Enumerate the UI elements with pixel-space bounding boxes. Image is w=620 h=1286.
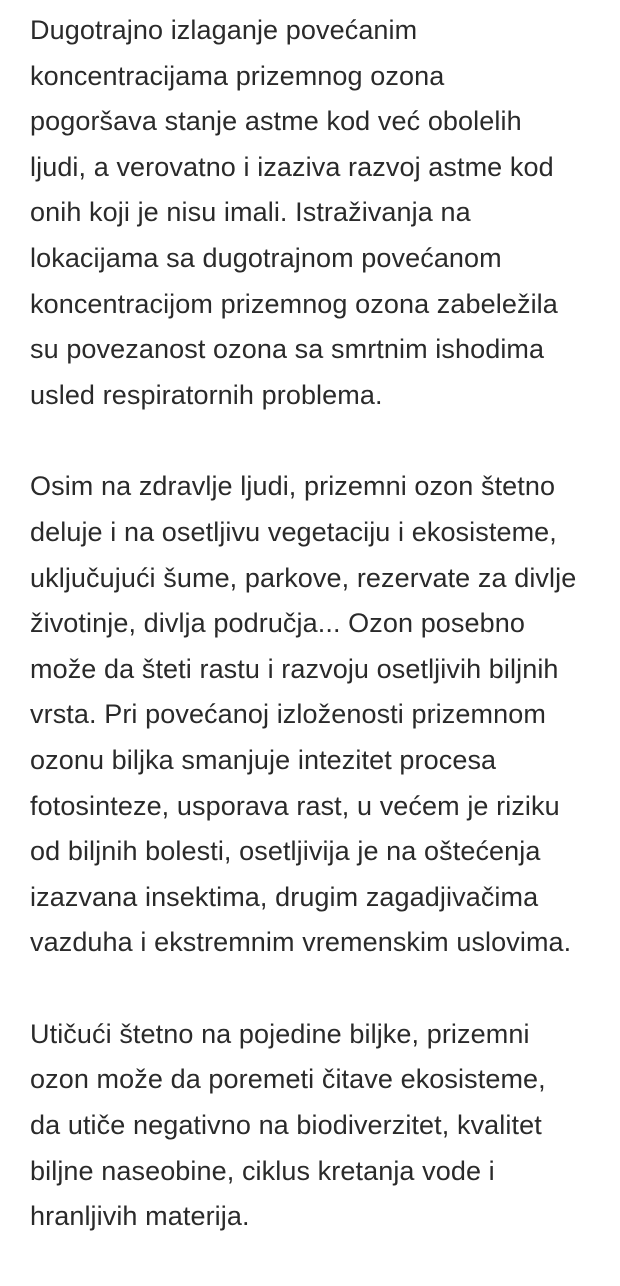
text-line: Osim na zdravlje ljudi, prizemni ozon štetno: [30, 471, 556, 502]
text-line: koncentracijom prizemnog ozona zabeležila: [30, 288, 558, 319]
text-line: lokacijama sa dugotrajnom povećanom: [30, 242, 502, 273]
text-line: koncentracijama prizemnog ozona: [30, 60, 445, 91]
text-line: ozonu biljka smanjuje intezitet procesa: [30, 744, 497, 775]
text-line: biljne naseobine, ciklus kretanja vode i: [30, 1155, 495, 1186]
text-line: od biljnih bolesti, osetljivija je na oštećenja: [30, 836, 541, 867]
text-line: vazduha i ekstremnim vremenskim uslovima.: [30, 927, 572, 958]
paragraph-3: [30, 1012, 620, 1240]
text-line: ozon može da poremeti čitave ekosisteme,: [30, 1064, 546, 1095]
paragraph-2: [30, 464, 620, 966]
text-line: Dugotrajno izlaganje povećanim: [30, 15, 418, 45]
text-line: usled respiratornih problema.: [30, 379, 383, 410]
text-line: može da šteti rastu i razvoju osetljivih biljnih: [30, 653, 559, 684]
article-body: [30, 8, 620, 1286]
text-line: vrsta. Pri povećanoj izloženosti prizemnom: [30, 699, 546, 730]
text-line: deluje i na osetljivu vegetaciju i ekosisteme,: [30, 516, 557, 547]
text-line: životinje, divlja područja... Ozon posebno: [30, 608, 525, 639]
text-line: da utiče negativno na biodiverzitet, kvalitet: [30, 1110, 542, 1141]
text-line: Utičući štetno na pojedine biljke, prizemni: [30, 1018, 530, 1049]
paragraph-1: [30, 8, 620, 418]
text-line: pogoršava stanje astme kod već obolelih: [30, 106, 522, 137]
text-line: izazvana insektima, drugim zagadjivačima: [30, 881, 539, 912]
text-line: onih koji je nisu imali. Istraživanja na: [30, 197, 471, 228]
text-line: fotosinteze, usporava rast, u većem je riziku: [30, 790, 560, 821]
text-line: su povezanost ozona sa smrtnim ishodima: [30, 334, 545, 365]
text-line: ljudi, a verovatno i izaziva razvoj astme kod: [30, 151, 554, 182]
text-line: hranljivih materija.: [30, 1201, 250, 1232]
text-line: uključujući šume, parkove, rezervate za divlje: [30, 562, 577, 593]
